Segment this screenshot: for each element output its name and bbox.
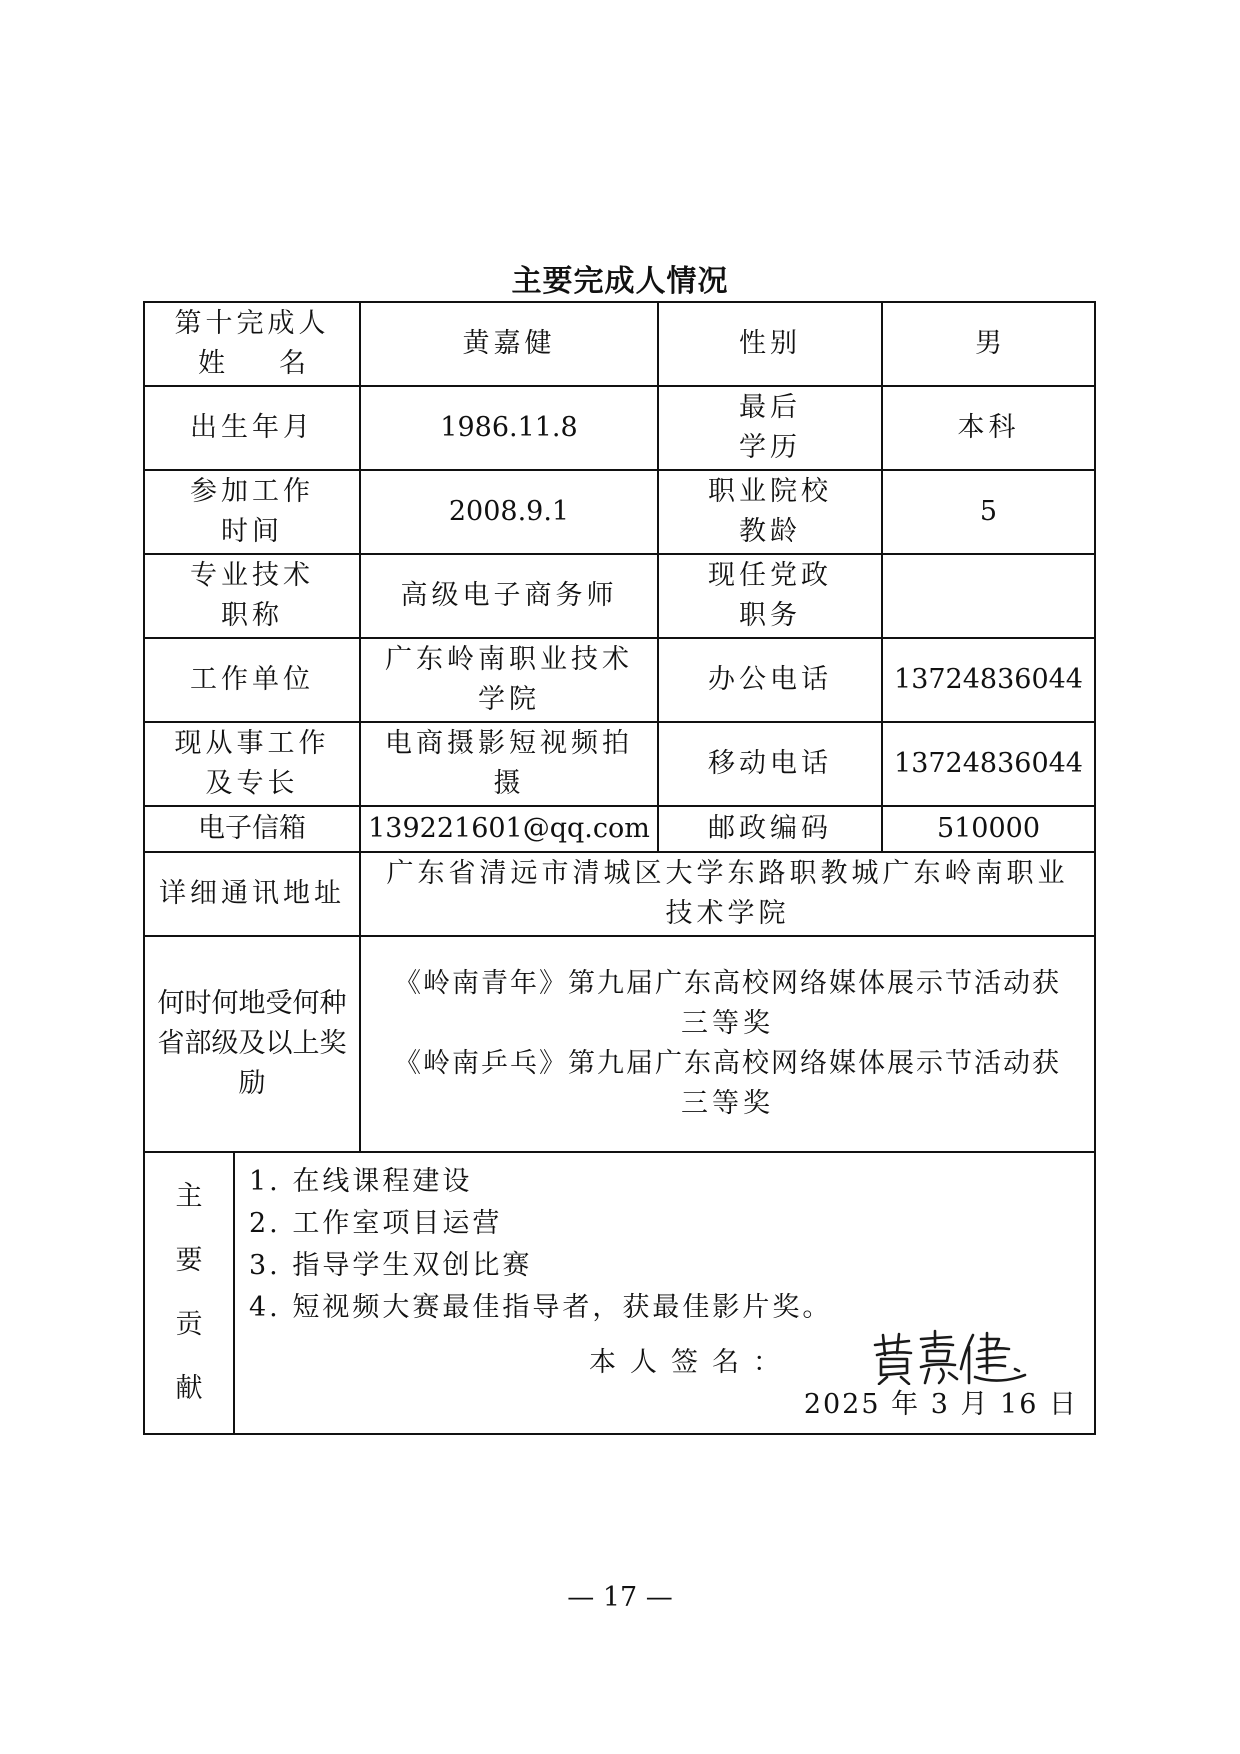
label-line: 专业技术: [190, 560, 314, 591]
award-line: 三等奖: [681, 1088, 774, 1119]
awards-value: [360, 936, 1095, 1152]
value-line: 广东岭南职业技术: [385, 644, 633, 675]
signature-label: 本人签名：: [589, 1347, 794, 1378]
position-label: [658, 554, 882, 638]
gender-value: 男: [882, 302, 1095, 386]
email-label: 电子信箱: [144, 806, 360, 852]
contribution-item: 2. 工作室项目运营: [249, 1208, 503, 1239]
completer-info-table: [143, 301, 1096, 1435]
label-line: 参加工作: [190, 476, 314, 507]
birth-value: 1986.11.8: [360, 386, 658, 470]
work-start-label: [144, 470, 360, 554]
pro-title-value: 高级电子商务师: [360, 554, 658, 638]
table-row: [144, 1152, 1095, 1434]
label-char: 贡: [175, 1309, 203, 1340]
table-row: [144, 386, 1095, 470]
table-row: [144, 302, 1095, 386]
email-value: 139221601@qq.com: [360, 806, 658, 852]
value-line: 广东省清远市清城区大学东路职教城广东岭南职业: [386, 858, 1069, 889]
awards-label: [144, 936, 360, 1152]
label-line: 教龄: [739, 516, 801, 547]
label-line: 职业院校: [708, 476, 832, 507]
specialty-value: [360, 722, 658, 806]
birth-label: 出生年月: [144, 386, 360, 470]
award-line: 《岭南青年》第九届广东高校网络媒体展示节活动获: [394, 968, 1061, 999]
table-row: [144, 470, 1095, 554]
position-value: [882, 554, 1095, 638]
label-line: 最后: [739, 392, 801, 423]
education-label: [658, 386, 882, 470]
teaching-years-value: 5: [882, 470, 1095, 554]
table-row: [144, 638, 1095, 722]
label-line: 职称: [221, 600, 283, 631]
page-title: 主要完成人情况: [511, 264, 729, 299]
value-line: 摄: [493, 768, 525, 799]
contributions-label: [144, 1152, 234, 1434]
label-line: 励: [238, 1068, 266, 1099]
table-row: [144, 722, 1095, 806]
label-char: 要: [175, 1245, 203, 1276]
value-line: 电商摄影短视频拍: [385, 728, 633, 759]
contributions-body: [234, 1152, 1095, 1434]
value-line: 技术学院: [665, 898, 790, 929]
name-label: [144, 302, 360, 386]
handwritten-signature: [869, 1329, 1039, 1385]
contribution-item: 3. 指导学生双创比赛: [249, 1250, 533, 1281]
mobile-label: 移动电话: [658, 722, 882, 806]
label-line: 姓 名: [198, 348, 306, 379]
postcode-label: 邮政编码: [658, 806, 882, 852]
pro-title-label: [144, 554, 360, 638]
label-line: 何时何地受何种: [157, 988, 347, 1019]
address-label: 详细通讯地址: [144, 852, 360, 936]
office-phone-value: 13724836044: [882, 638, 1095, 722]
mobile-value: 13724836044: [882, 722, 1095, 806]
award-line: 三等奖: [681, 1008, 774, 1039]
employer-value: [360, 638, 658, 722]
education-value: 本科: [882, 386, 1095, 470]
label-char: 献: [175, 1373, 203, 1404]
label-line: 学历: [739, 432, 801, 463]
table-row: [144, 936, 1095, 1152]
office-phone-label: 办公电话: [658, 638, 882, 722]
teaching-years-label: [658, 470, 882, 554]
gender-label: 性别: [658, 302, 882, 386]
table-row: [144, 852, 1095, 936]
signature-date: 2025 年 3 月 16 日: [803, 1389, 1078, 1420]
label-char: 主: [175, 1181, 203, 1212]
postcode-value: 510000: [882, 806, 1095, 852]
address-value: [360, 852, 1095, 936]
label-line: 及专长: [205, 768, 299, 799]
work-start-value: 2008.9.1: [360, 470, 658, 554]
label-line: 省部级及以上奖: [157, 1028, 347, 1059]
label-line: 现任党政: [708, 560, 832, 591]
award-line: 《岭南乒乓》第九届广东高校网络媒体展示节活动获: [394, 1048, 1061, 1079]
label-line: 职务: [739, 600, 801, 631]
specialty-label: [144, 722, 360, 806]
name-value: 黄嘉健: [360, 302, 658, 386]
page-number: — 17 —: [567, 1582, 673, 1613]
contribution-item: 4. 短视频大赛最佳指导者，获最佳影片奖。: [249, 1292, 833, 1323]
contribution-item: 1. 在线课程建设: [249, 1166, 473, 1197]
table-row: [144, 554, 1095, 638]
table-row: [144, 806, 1095, 852]
label-line: 现从事工作: [174, 728, 330, 759]
employer-label: 工作单位: [144, 638, 360, 722]
value-line: 学院: [478, 684, 540, 715]
label-line: 第十完成人: [174, 308, 330, 339]
signature-row: [249, 1335, 1080, 1385]
label-line: 时间: [221, 516, 283, 547]
